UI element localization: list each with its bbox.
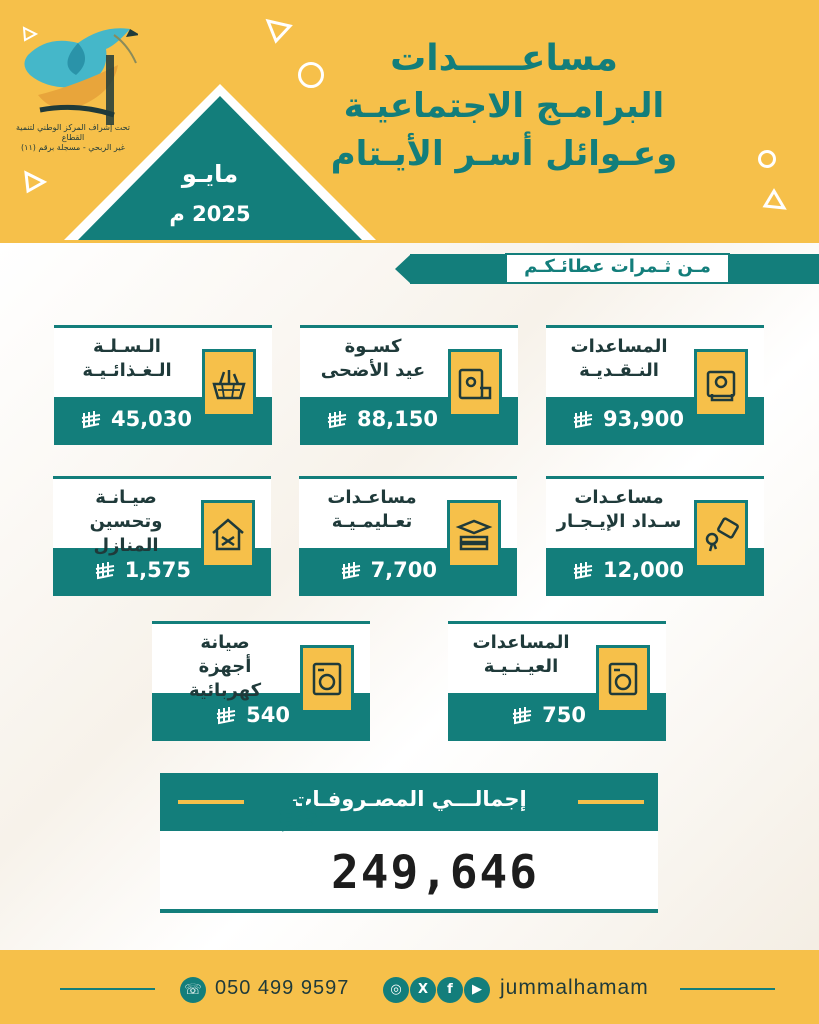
total-decor-line — [578, 800, 644, 804]
whatsapp-icon[interactable]: ☏ — [180, 977, 206, 1003]
card-label — [554, 486, 684, 534]
card-label-line: مساعـدات — [574, 487, 664, 508]
house-tools-icon-box — [201, 500, 255, 568]
youtube-icon[interactable]: ▶ — [464, 977, 490, 1003]
riyal-symbol-icon — [512, 707, 532, 725]
card-label-line: الـغـذائـيـة — [82, 360, 172, 381]
card-label-line: العيـنـيـة — [483, 656, 559, 677]
card-amount — [160, 703, 290, 727]
total-decor-line — [178, 800, 244, 804]
total-title: إجمالـــي المصـروفـات — [291, 787, 527, 811]
card-label-line: أجهزة كهربائية — [188, 656, 262, 701]
social-handle[interactable]: jummalhamam — [500, 976, 649, 999]
assistance-card — [299, 476, 517, 596]
card-label-line: المساعدات — [570, 336, 668, 357]
card-label — [61, 486, 191, 558]
card-label-line: صيانة — [200, 632, 250, 653]
riyal-symbol-icon — [341, 562, 361, 580]
card-amount-value: 7,700 — [370, 558, 437, 582]
total-amount: 249,646 — [331, 845, 539, 899]
card-amount-value: 45,030 — [110, 407, 192, 431]
card-amount-value: 750 — [542, 703, 586, 727]
riyal-symbol-icon — [278, 799, 318, 835]
card-amount — [554, 558, 684, 582]
food-basket-icon-box — [202, 349, 256, 417]
key-tag-icon-box — [694, 500, 748, 568]
card-label-line: صيـانـة — [95, 487, 157, 508]
card-amount — [456, 703, 586, 727]
card-label-line: عيد الأضحى — [320, 360, 426, 381]
card-amount-value: 88,150 — [356, 407, 438, 431]
card-label — [554, 335, 684, 383]
riyal-symbol-icon — [573, 562, 593, 580]
assistance-card — [300, 325, 518, 445]
card-label-line: المساعدات — [472, 632, 570, 653]
washing-machine-icon-box — [596, 645, 650, 713]
card-amount-value: 93,900 — [602, 407, 684, 431]
date-year: 2025 م — [169, 202, 251, 226]
ring-decoration — [758, 150, 776, 168]
assistance-card — [53, 476, 271, 596]
card-label — [456, 631, 586, 679]
food-basket-icon — [210, 364, 248, 402]
x-icon[interactable]: X — [410, 977, 436, 1003]
triangle-decoration — [762, 188, 788, 212]
riyal-symbol-icon — [327, 411, 347, 429]
washing-machine-icon-box — [300, 645, 354, 713]
cash-icon-box — [694, 349, 748, 417]
card-amount — [308, 407, 438, 431]
card-amount — [62, 407, 192, 431]
cash-icon — [702, 364, 740, 402]
card-label — [308, 335, 438, 383]
card-amount-value: 540 — [246, 703, 290, 727]
footer-line — [60, 988, 155, 990]
card-label — [62, 335, 192, 383]
card-label-line: النـقـديـة — [579, 360, 659, 381]
page-title: مساعـــــدات البرامـج الاجتماعيـة وعـوائل أسـر الأيـتام — [330, 38, 678, 174]
clothing-money-icon — [456, 364, 494, 402]
washing-machine-icon — [308, 660, 346, 698]
books-cap-icon-box — [447, 500, 501, 568]
date-month: مايـو — [181, 160, 239, 188]
books-cap-icon — [455, 515, 493, 553]
card-label-line: مساعـدات — [327, 487, 417, 508]
card-amount — [554, 407, 684, 431]
card-label-line: سـداد الإيـجـار — [556, 511, 682, 532]
card-label-line: وتحسين المنازل — [89, 511, 163, 556]
washing-machine-icon — [604, 660, 642, 698]
assistance-card — [152, 621, 370, 741]
card-label-line: تعـليمـيـة — [331, 511, 413, 532]
logo-caption: تحت إشراف المركز الوطني لتنمية القطاع غير الربحي - مسجلة برقم (١١) — [15, 123, 131, 152]
card-label-line: الـسـلـة — [93, 336, 161, 357]
riyal-symbol-icon — [573, 411, 593, 429]
house-tools-icon — [209, 515, 247, 553]
triangle-decoration — [22, 170, 48, 194]
riyal-symbol-icon — [216, 707, 236, 725]
assistance-card — [54, 325, 272, 445]
subtitle-text: مـن ثـمرات عطائـكـم — [524, 256, 711, 277]
footer — [0, 950, 819, 1024]
assistance-card — [448, 621, 666, 741]
card-amount — [307, 558, 437, 582]
clothing-money-icon-box — [448, 349, 502, 417]
assistance-card — [546, 325, 764, 445]
card-amount — [61, 558, 191, 582]
total-panel — [160, 773, 658, 913]
phone-number[interactable]: 050 499 9597 — [215, 977, 350, 999]
card-label — [160, 631, 290, 703]
assistance-card — [546, 476, 764, 596]
card-label-line: كسـوة — [344, 336, 402, 357]
card-label — [307, 486, 437, 534]
facebook-icon[interactable]: f — [437, 977, 463, 1003]
instagram-icon[interactable]: ◎ — [383, 977, 409, 1003]
key-tag-icon — [702, 515, 740, 553]
card-amount-value: 1,575 — [124, 558, 191, 582]
riyal-symbol-icon — [95, 562, 115, 580]
subtitle-band-tip — [395, 254, 411, 284]
riyal-symbol-icon — [81, 411, 101, 429]
card-amount-value: 12,000 — [602, 558, 684, 582]
footer-line — [680, 988, 775, 990]
